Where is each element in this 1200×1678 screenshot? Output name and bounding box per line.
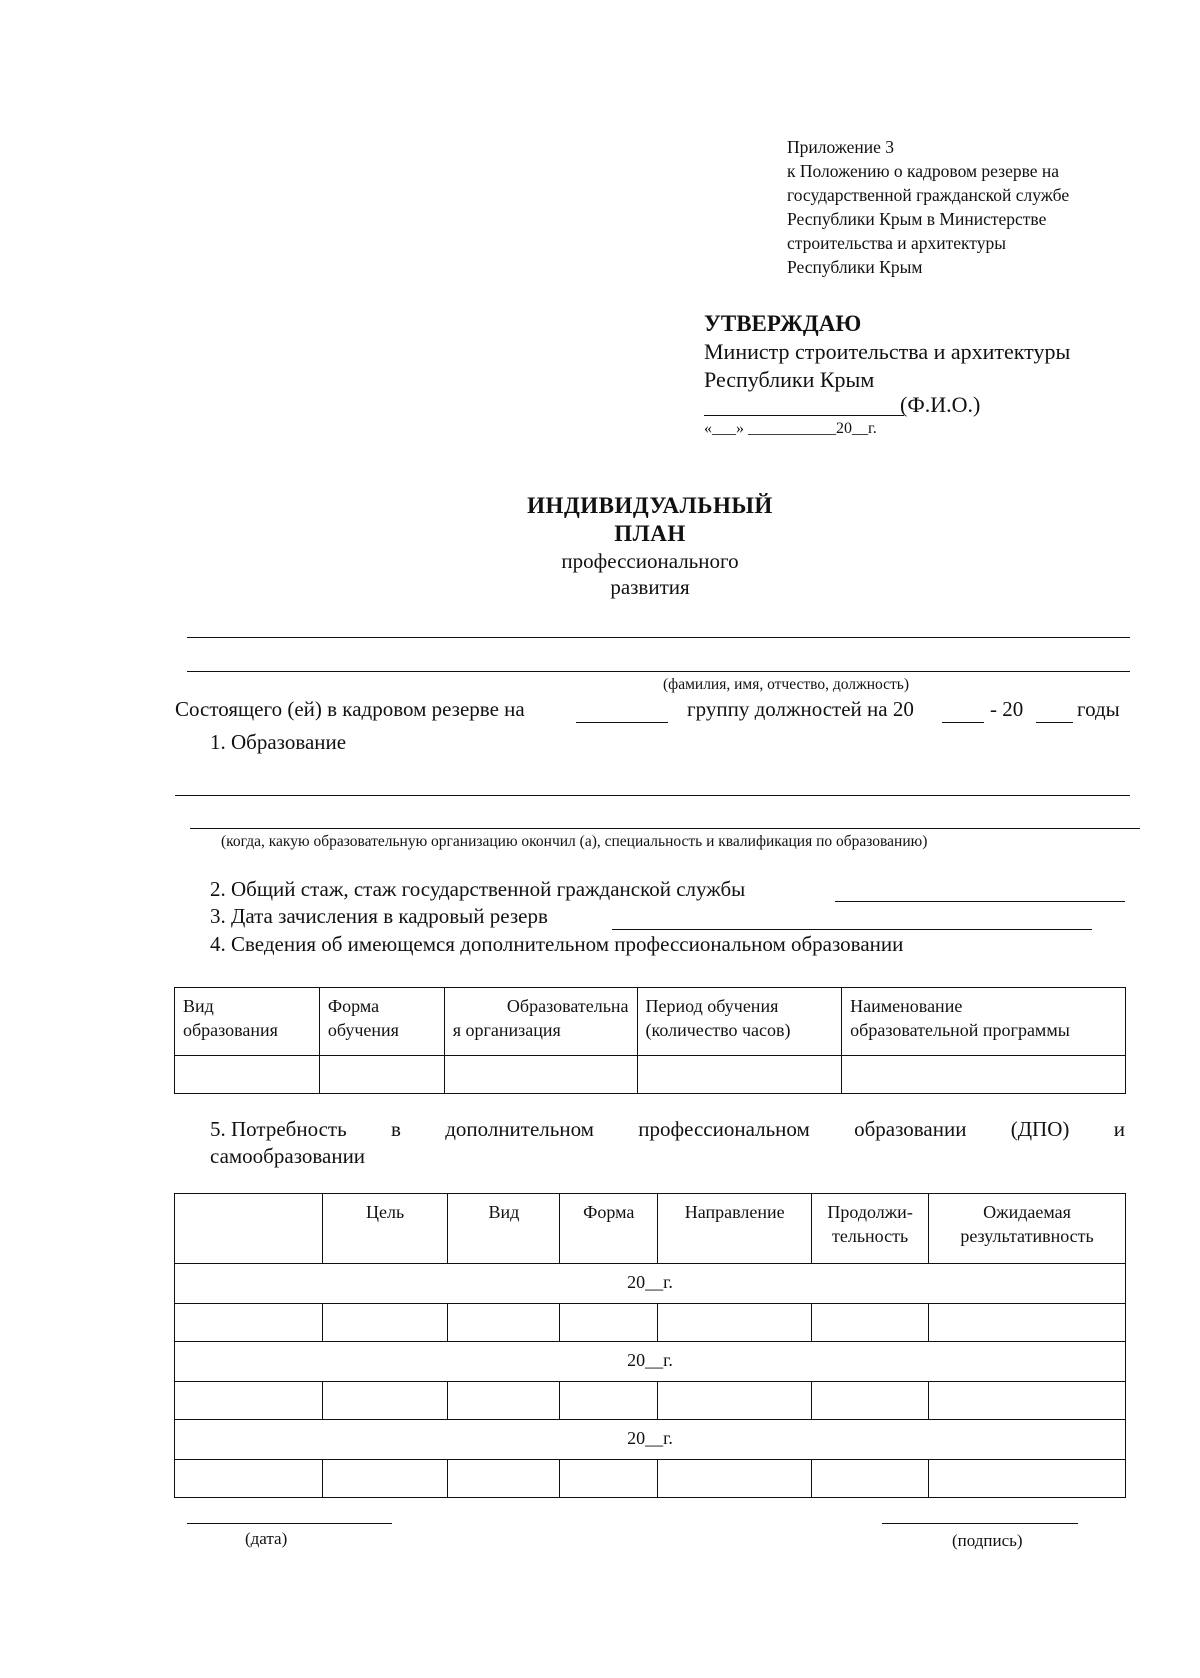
education-blank-line-2[interactable] [190, 828, 1140, 829]
table-cell[interactable] [842, 1056, 1126, 1094]
table-cell[interactable] [637, 1056, 842, 1094]
approval-heading: УТВЕРЖДАЮ [704, 311, 862, 336]
date-blank[interactable] [187, 1523, 392, 1524]
item-experience: 2. Общий стаж, стаж государственной гражданской службы [210, 877, 746, 901]
table-cell[interactable] [560, 1460, 658, 1498]
header-cell: Образовательна я организация [444, 988, 637, 1056]
item-dpo-need-line2: самообразовании [210, 1144, 366, 1168]
table-cell[interactable] [658, 1460, 812, 1498]
signature-line[interactable] [882, 1523, 1078, 1524]
signature-caption: (подпись) [952, 1531, 1023, 1550]
approval-region: Республики Крым [704, 367, 875, 392]
document-title [440, 492, 860, 600]
item-dpo-need: 5. Потребность в дополнительном профессиональном образовании (ДПО) и [210, 1117, 1125, 1141]
header-cell: Наименование образовательной программы [842, 988, 1126, 1056]
table-cell[interactable] [175, 1304, 323, 1342]
title-line-4: развития [610, 575, 690, 599]
dpo-plan-table [174, 1193, 1126, 1498]
annex-line: строительства и архитектуры [787, 233, 1006, 253]
annex-line: Республики Крым в Министерстве [787, 209, 1047, 229]
item-education: 1. Образование [210, 730, 347, 754]
table-header-row [175, 1194, 1126, 1264]
fio-label: (Ф.И.О.) [900, 392, 981, 417]
table-cell[interactable] [322, 1382, 448, 1420]
table-cell[interactable] [812, 1304, 929, 1342]
table-cell[interactable] [929, 1460, 1126, 1498]
annex-line: государственной гражданской службе [787, 185, 1070, 205]
name-caption: (фамилия, имя, отчество, должность) [663, 676, 910, 693]
approval-date: «___» ___________20__г. [704, 420, 877, 437]
year-row [175, 1420, 1126, 1460]
header-cell: Период обучения (количество часов) [637, 988, 842, 1056]
name-blank-line-1[interactable] [187, 637, 1130, 638]
reserve-middle: группу должностей на 20 [687, 697, 914, 721]
header-cell: Вид образования [175, 988, 320, 1056]
table-cell[interactable] [448, 1304, 560, 1342]
table-cell[interactable] [560, 1382, 658, 1420]
table-cell[interactable] [448, 1460, 560, 1498]
header-cell: Продолжи- тельность [812, 1194, 929, 1264]
annex-line: Республики Крым [787, 257, 923, 277]
table-row [175, 1056, 1126, 1094]
table-cell[interactable] [322, 1304, 448, 1342]
table-cell[interactable] [319, 1056, 444, 1094]
table-row [175, 1382, 1126, 1420]
table-cell[interactable] [929, 1304, 1126, 1342]
experience-blank[interactable] [835, 901, 1125, 902]
title-line-1: ИНДИВИДУАЛЬНЫЙ [527, 493, 773, 518]
table-row [175, 1304, 1126, 1342]
header-cell: Ожидаемая результативность [929, 1194, 1126, 1264]
date-caption: (дата) [245, 1529, 288, 1548]
header-cell: Форма обучения [319, 988, 444, 1056]
reserve-year-end-blank[interactable] [1036, 722, 1073, 723]
table-header-row [175, 988, 1126, 1056]
table-cell[interactable] [658, 1382, 812, 1420]
table-cell[interactable] [448, 1382, 560, 1420]
title-line-2: ПЛАН [614, 521, 686, 546]
year-row [175, 1264, 1126, 1304]
header-cell: Направление [658, 1194, 812, 1264]
title-line-3: профессионального [561, 549, 739, 573]
table-cell[interactable] [175, 1056, 320, 1094]
table-cell[interactable] [175, 1460, 323, 1498]
table-cell[interactable] [812, 1382, 929, 1420]
table-cell[interactable] [444, 1056, 637, 1094]
item-enrollment-date: 3. Дата зачисления в кадровый резерв [210, 904, 548, 928]
reserve-prefix: Состоящего (ей) в кадровом резерве на [175, 697, 525, 721]
header-cell: Форма [560, 1194, 658, 1264]
year-label: 20__г. [175, 1264, 1126, 1304]
table-cell[interactable] [560, 1304, 658, 1342]
header-cell: Цель [322, 1194, 448, 1264]
signature-blank[interactable] [704, 395, 904, 416]
name-blank-line-2[interactable] [187, 671, 1130, 672]
item-additional-education: 4. Сведения об имеющемся дополнительном профессиональном образовании [210, 932, 904, 956]
reserve-year-start-blank[interactable] [942, 722, 984, 723]
annex-line: Приложение 3 [787, 137, 895, 157]
reserve-suffix: годы [1077, 697, 1120, 721]
year-row [175, 1342, 1126, 1382]
header-cell: Вид [448, 1194, 560, 1264]
year-label: 20__г. [175, 1420, 1126, 1460]
reserve-dash: - 20 [990, 697, 1024, 721]
enrollment-blank[interactable] [612, 929, 1092, 930]
approval-block [704, 310, 1070, 394]
header-cell [175, 1194, 323, 1264]
table-row [175, 1460, 1126, 1498]
approval-position: Министр строительства и архитектуры [704, 339, 1071, 364]
table-cell[interactable] [322, 1460, 448, 1498]
education-blank-line-1[interactable] [175, 795, 1130, 796]
table-cell[interactable] [929, 1382, 1126, 1420]
education-caption: (когда, какую образовательную организацию окончил (а), специальность и квалификация по образованию) [221, 833, 928, 850]
year-label: 20__г. [175, 1342, 1126, 1382]
additional-education-table [174, 987, 1126, 1094]
reserve-group-blank[interactable] [576, 722, 668, 723]
table-cell[interactable] [658, 1304, 812, 1342]
annex-note [787, 135, 1069, 279]
annex-line: к Положению о кадровом резерве на [787, 161, 1060, 181]
table-cell[interactable] [812, 1460, 929, 1498]
table-cell[interactable] [175, 1382, 323, 1420]
